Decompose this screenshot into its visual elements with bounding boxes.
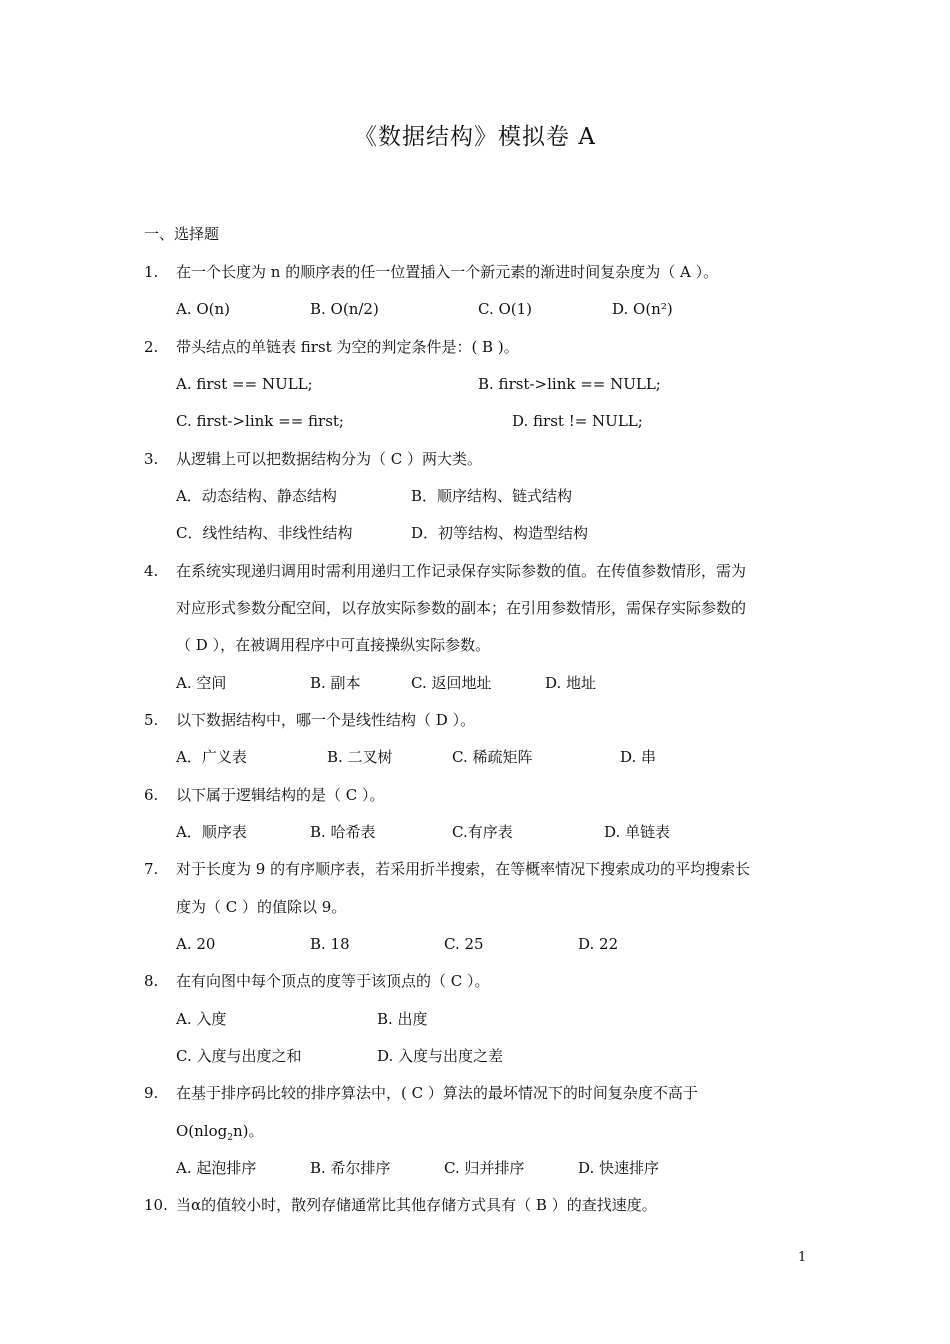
option-d: D. 22 bbox=[578, 935, 619, 953]
question-number: 2. bbox=[144, 338, 159, 356]
page-number: 1 bbox=[798, 1250, 807, 1265]
option-a: A．动态结构、静态结构 bbox=[176, 487, 337, 505]
option-b: B. 希尔排序 bbox=[310, 1159, 391, 1177]
question-text-line2 bbox=[176, 1121, 264, 1148]
option-d: D. 地址 bbox=[545, 674, 597, 692]
question-text-line1: 对于长度为 9 的有序顺序表，若采用折半搜索，在等概率情况下搜索成功的平均搜索长 bbox=[176, 860, 751, 878]
option-b: B. 18 bbox=[310, 935, 350, 953]
question-text: 以下属于逻辑结构的是（ C ）。 bbox=[176, 786, 385, 804]
option-b: B. 哈希表 bbox=[310, 823, 376, 841]
option-b: B. O(n/2) bbox=[310, 300, 379, 318]
question-number: 1. bbox=[144, 263, 159, 281]
question-text-line1: 在基于排序码比较的排序算法中，( C ）算法的最坏情况下的时间复杂度不高于 bbox=[176, 1084, 698, 1102]
question-number: 4. bbox=[144, 562, 159, 580]
section-heading: 一、选择题 bbox=[144, 225, 220, 243]
option-d: D. 快速排序 bbox=[578, 1159, 660, 1177]
option-a: A. O(n) bbox=[176, 300, 231, 318]
question-number: 6. bbox=[144, 786, 159, 804]
formula-suffix: n)。 bbox=[232, 1122, 264, 1140]
question-number: 5. bbox=[144, 711, 159, 729]
option-a: A. first == NULL; bbox=[176, 375, 313, 393]
question-number: 9. bbox=[144, 1084, 159, 1102]
formula-subscript: 2 bbox=[227, 1133, 233, 1143]
option-a: A. 空间 bbox=[176, 674, 227, 692]
question-text: 在一个长度为 n 的顺序表的任一位置插入一个新元素的渐进时间复杂度为（ A ）。 bbox=[176, 263, 719, 281]
question-text: 带头结点的单链表 first 为空的判定条件是：( B )。 bbox=[176, 338, 519, 356]
option-c: C. 入度与出度之和 bbox=[176, 1047, 302, 1065]
question-number: 10. bbox=[144, 1196, 168, 1214]
question-text: 在有向图中每个顶点的度等于该顶点的（ C ）。 bbox=[176, 972, 490, 990]
formula-prefix: O(nlog bbox=[176, 1122, 228, 1140]
option-d: D．初等结构、构造型结构 bbox=[411, 524, 589, 542]
option-b: B. first->link == NULL; bbox=[478, 375, 661, 393]
question-text: 当α的值较小时，散列存储通常比其他存储方式具有（ B ）的查找速度。 bbox=[176, 1196, 657, 1214]
question-text-line3: （ D ），在被调用程序中可直接操纵实际参数。 bbox=[176, 636, 491, 654]
option-c: C．线性结构、非线性结构 bbox=[176, 524, 353, 542]
option-c: C.有序表 bbox=[452, 823, 513, 841]
option-d: D. 入度与出度之差 bbox=[377, 1047, 504, 1065]
option-c: C. first->link == first; bbox=[176, 412, 344, 430]
question-text: 从逻辑上可以把数据结构分为（ C ）两大类。 bbox=[176, 450, 483, 468]
option-c: C. 25 bbox=[444, 935, 484, 953]
option-b: B. 副本 bbox=[310, 674, 361, 692]
option-c: C. 返回地址 bbox=[411, 674, 492, 692]
page-title: 《数据结构》模拟卷 A bbox=[354, 124, 596, 150]
option-c: C. 归并排序 bbox=[444, 1159, 525, 1177]
option-d: D. first != NULL; bbox=[512, 412, 643, 430]
question-text-line2: 度为（ C ）的值除以 9。 bbox=[176, 898, 347, 916]
option-c: C. O(1) bbox=[478, 300, 533, 318]
question-text: 以下数据结构中，哪一个是线性结构（ D ）。 bbox=[176, 711, 476, 729]
option-d: D. 单链表 bbox=[604, 823, 671, 841]
option-a: A. 起泡排序 bbox=[176, 1159, 257, 1177]
option-a: A．顺序表 bbox=[176, 823, 247, 841]
option-c: C. 稀疏矩阵 bbox=[452, 748, 533, 766]
option-b: B. 出度 bbox=[377, 1010, 428, 1028]
question-text-line2: 对应形式参数分配空间，以存放实际参数的副本；在引用参数情形，需保存实际参数的 bbox=[176, 599, 747, 617]
option-b: B．顺序结构、链式结构 bbox=[411, 487, 573, 505]
option-d: D. O(n²) bbox=[612, 300, 673, 318]
question-number: 3. bbox=[144, 450, 159, 468]
option-a: A. 20 bbox=[176, 935, 216, 953]
question-number: 8. bbox=[144, 972, 159, 990]
option-d: D. 串 bbox=[620, 748, 657, 766]
option-a: A．广义表 bbox=[176, 748, 247, 766]
question-number: 7. bbox=[144, 860, 159, 878]
question-text-line1: 在系统实现递归调用时需利用递归工作记录保存实际参数的值。在传值参数情形，需为 bbox=[176, 562, 747, 580]
option-b: B. 二叉树 bbox=[327, 748, 393, 766]
option-a: A. 入度 bbox=[176, 1010, 227, 1028]
